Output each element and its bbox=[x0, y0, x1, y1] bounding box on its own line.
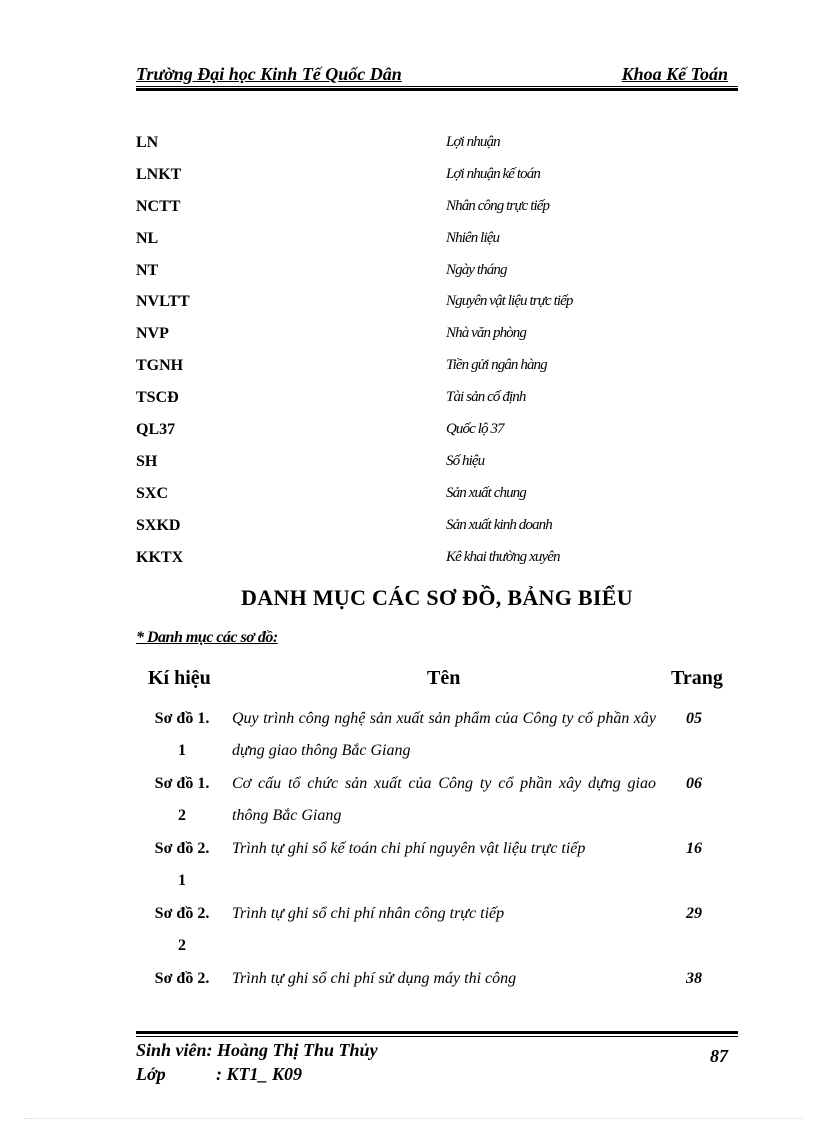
page-number: 87 bbox=[710, 1046, 728, 1066]
abbreviation-meaning: Tiền gửi ngân hàng bbox=[446, 357, 547, 374]
abbreviation-meaning: Nhân công trực tiếp bbox=[446, 197, 550, 214]
table-row bbox=[136, 961, 738, 1026]
list-item bbox=[136, 418, 696, 450]
row-symbol: Sơ đồ 1. 2 bbox=[154, 775, 210, 824]
abbreviation-code: NVP bbox=[136, 325, 169, 343]
class-value: : KT1_ K09 bbox=[216, 1064, 303, 1084]
abbreviation-code: SXC bbox=[136, 484, 169, 502]
abbreviation-code: TGNH bbox=[136, 357, 184, 375]
abbreviation-meaning: Sản xuất kinh doanh bbox=[446, 516, 552, 533]
abbreviation-meaning: Kê khai thường xuyên bbox=[446, 548, 560, 565]
row-symbol: Sơ đồ 2. 1 bbox=[154, 840, 210, 889]
abbreviation-code: NT bbox=[136, 261, 159, 279]
abbreviation-meaning: Nhiên liệu bbox=[446, 229, 500, 246]
list-item bbox=[136, 259, 696, 291]
list-item bbox=[136, 386, 696, 418]
row-name: Trình tự ghi sổ chi phí nhân công trực tiếp bbox=[232, 905, 505, 922]
row-symbol: Sơ đồ 2. bbox=[154, 970, 210, 987]
class-info bbox=[136, 1064, 302, 1085]
sub-heading: * Danh mục các sơ đồ: bbox=[136, 629, 278, 646]
list-item bbox=[136, 322, 696, 354]
abbreviation-code: SXKD bbox=[136, 516, 181, 534]
abbreviation-meaning: Nguyên vật liệu trực tiếp bbox=[446, 293, 573, 310]
header-rule-thin bbox=[136, 86, 738, 87]
table-row bbox=[136, 896, 738, 961]
row-name: Quy trình công nghệ sản xuất sản phẩm của Công ty cổ phần xây dựng giao thông Bắc Giang bbox=[232, 710, 656, 759]
list-item bbox=[136, 227, 696, 259]
abbreviation-meaning: Nhà văn phòng bbox=[446, 325, 526, 342]
abbreviation-meaning: Ngày tháng bbox=[446, 261, 507, 278]
table-row bbox=[136, 831, 738, 896]
list-item bbox=[136, 354, 696, 386]
header-rule-thick bbox=[136, 88, 738, 91]
abbreviation-code: KKTX bbox=[136, 548, 184, 566]
student-name: Sinh viên: Hoàng Thị Thu Thủy bbox=[136, 1040, 378, 1060]
list-item bbox=[136, 163, 696, 195]
table-header bbox=[136, 665, 738, 701]
abbreviation-code: NCTT bbox=[136, 197, 181, 215]
abbreviation-code: NVLTT bbox=[136, 293, 190, 311]
table-row bbox=[136, 766, 738, 831]
abbreviation-code: LNKT bbox=[136, 165, 182, 183]
list-item bbox=[136, 482, 696, 514]
section-title: DANH MỤC CÁC SƠ ĐỒ, BẢNG BIỂU bbox=[241, 585, 633, 610]
header-symbol: Kí hiệu bbox=[148, 667, 211, 689]
list-item bbox=[136, 290, 696, 322]
row-name: Trình tự ghi sổ kế toán chi phí nguyên vật liệu trực tiếp bbox=[232, 840, 586, 857]
row-name: Cơ cấu tổ chức sản xuất của Công ty cổ phần xây dựng giao thông Bắc Giang bbox=[232, 775, 656, 824]
abbreviation-meaning: Quốc lộ 37 bbox=[446, 421, 504, 438]
abbreviation-list bbox=[136, 131, 696, 577]
footer-rule-thin bbox=[136, 1036, 738, 1037]
page-header bbox=[136, 64, 738, 86]
row-page: 38 bbox=[686, 970, 702, 987]
abbreviation-meaning: Lợi nhuận kế toán bbox=[446, 165, 540, 182]
abbreviation-meaning: Tài sản cố định bbox=[446, 389, 526, 406]
abbreviation-code: NL bbox=[136, 229, 159, 247]
table-row bbox=[136, 701, 738, 766]
list-item bbox=[136, 131, 696, 163]
row-symbol: Sơ đồ 1. 1 bbox=[154, 710, 210, 759]
header-page: Trang bbox=[671, 667, 723, 689]
footer-rule-thick bbox=[136, 1031, 738, 1034]
abbreviation-meaning: Sản xuất chung bbox=[446, 484, 526, 501]
row-symbol: Sơ đồ 2. 2 bbox=[154, 905, 210, 954]
abbreviation-code: SH bbox=[136, 452, 158, 470]
diagram-table bbox=[136, 665, 738, 1026]
faculty-name: Khoa Kế Toán bbox=[621, 64, 728, 84]
list-item bbox=[136, 195, 696, 227]
list-item bbox=[136, 450, 696, 482]
row-page: 05 bbox=[686, 710, 702, 727]
abbreviation-code: LN bbox=[136, 134, 159, 151]
list-item bbox=[136, 546, 696, 578]
header-name: Tên bbox=[427, 667, 461, 689]
abbreviation-meaning: Số hiệu bbox=[446, 452, 485, 469]
page-edge-divider bbox=[24, 1118, 804, 1119]
abbreviation-code: TSCĐ bbox=[136, 389, 179, 407]
row-name: Trình tự ghi sổ chi phí sử dụng máy thi công bbox=[232, 970, 517, 987]
class-label: Lớp bbox=[136, 1064, 166, 1084]
abbreviation-meaning: Lợi nhuận bbox=[446, 134, 500, 150]
row-page: 16 bbox=[686, 840, 702, 857]
row-page: 29 bbox=[686, 905, 702, 922]
list-item bbox=[136, 514, 696, 546]
row-page: 06 bbox=[686, 775, 702, 792]
university-name: Trường Đại học Kinh Tế Quốc Dân bbox=[136, 64, 402, 84]
abbreviation-code: QL37 bbox=[136, 421, 176, 439]
